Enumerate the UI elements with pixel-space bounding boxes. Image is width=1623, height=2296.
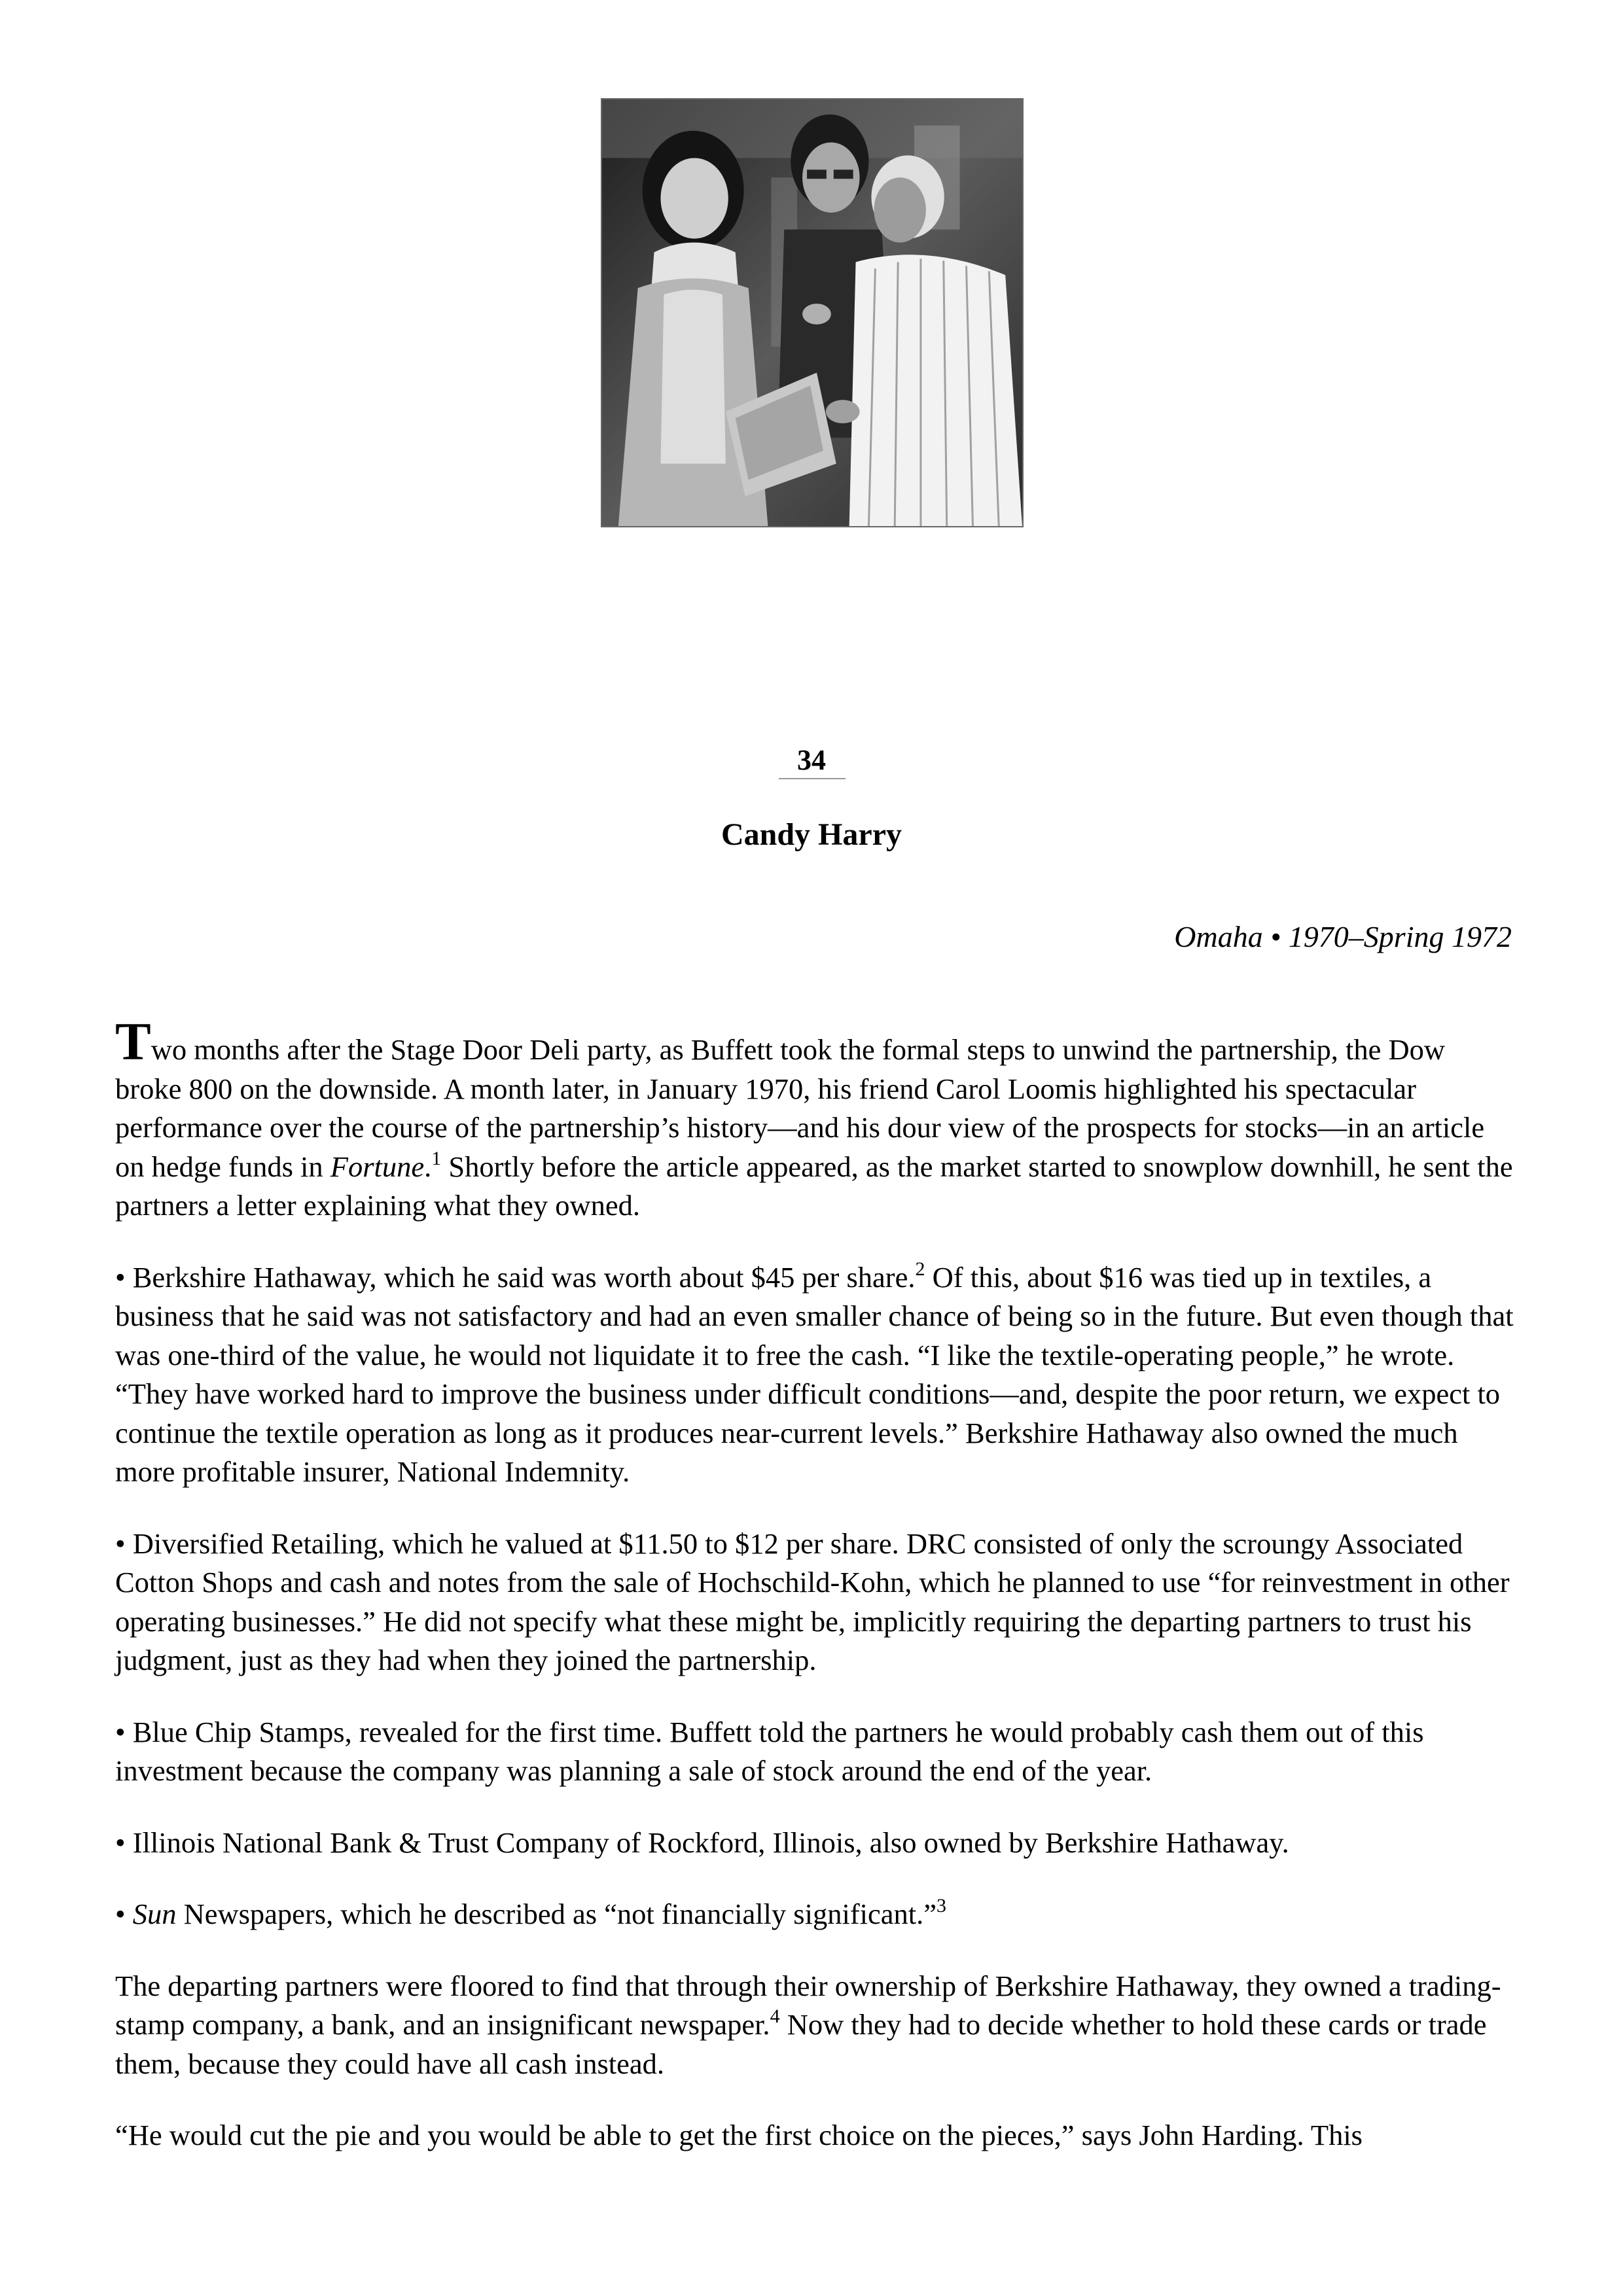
paragraph-8: “He would cut the pie and you would be able to get the first choice on the pieces,” says John Harding. This bbox=[115, 2119, 1363, 2151]
chapter-title: Candy Harry bbox=[721, 817, 902, 852]
chapter-dateline: Omaha • 1970–Spring 1972 bbox=[1174, 920, 1512, 953]
footnote-marker[interactable]: 3 bbox=[936, 1895, 947, 1916]
paragraph-3: • Diversified Retailing, which he valued at $11.50 to $12 per share. DRC consisted of only the scroungy Associated Cotton Shops and cash and notes from the sale of Hochschild-Kohn, which he planned to use “for reinvestment in other operating businesses.” He did not specify what these might be, implicitly requiring the departing partners to trust his judgment, just as they had when they joined the partnership. bbox=[115, 1527, 1510, 1676]
black-and-white-photo-icon bbox=[602, 99, 1022, 526]
publication-title: Sun bbox=[132, 1898, 177, 1930]
publication-title: Fortune bbox=[330, 1150, 425, 1183]
chapter-divider bbox=[779, 778, 846, 779]
drop-cap: T bbox=[115, 1012, 151, 1071]
paragraph-4: • Blue Chip Stamps, revealed for the first time. Buffett told the partners he would probably cash them out of this investment because the company was planning a sale of stock around the end of the year. bbox=[115, 1715, 1424, 1787]
footnote-marker[interactable]: 4 bbox=[770, 2005, 780, 2027]
footnote-marker[interactable]: 2 bbox=[915, 1258, 925, 1280]
paragraph-7: The departing partners were floored to find that through their ownership of Berkshire Hathaway, they owned a trading-stamp company, a bank, and an insignificant newspaper.$^4$ Now they had to decide whether to hold these cards or trade them, because they could have all cash instead. bbox=[115, 1969, 1501, 2080]
chapter-photo bbox=[601, 98, 1024, 527]
chapter-body bbox=[115, 1012, 1516, 2188]
footnote-marker[interactable]: 1 bbox=[431, 1147, 442, 1169]
paragraph-1: Two months after the Stage Door Deli party, as Buffett took the formal steps to unwind the partnership, the Dow broke 800 on the downside. A month later, in January 1970, his friend Carol Loomis highlighted his spectacular performance over the course of the partnership’s history—and his dour view of the prospects for stocks—in an article on hedge funds in Fortune.$^1$ Shortly before the article appeared, as the market started to snowplow downhill, he sent the partners a letter explaining what they owned. bbox=[115, 1012, 1513, 1222]
paragraph-2: • Berkshire Hathaway, which he said was worth about $45 per share.$^2$ Of this, about $16 was tied up in textiles, a business that he said was not satisfactory and had an even smaller chance of being so in the future. But even though that was one-third of the value, he would not liquidate it to free the cash. “I like the textile-operating people,” he wrote. “They have worked hard to improve the business under difficult conditions—and, despite the poor return, we expect to continue the textile operation as long as it produces near-current levels.” Berkshire Hathaway also owned the much more profitable insurer, National Indemnity. bbox=[115, 1258, 1514, 1488]
chapter-number: 34 bbox=[797, 744, 826, 776]
paragraph-5: • Illinois National Bank & Trust Company of Rockford, Illinois, also owned by Berkshire Hathaway. bbox=[115, 1826, 1289, 1859]
paragraph-6: • Sun Newspapers, which he described as “not financially significant.”$^3$ bbox=[115, 1895, 947, 1930]
